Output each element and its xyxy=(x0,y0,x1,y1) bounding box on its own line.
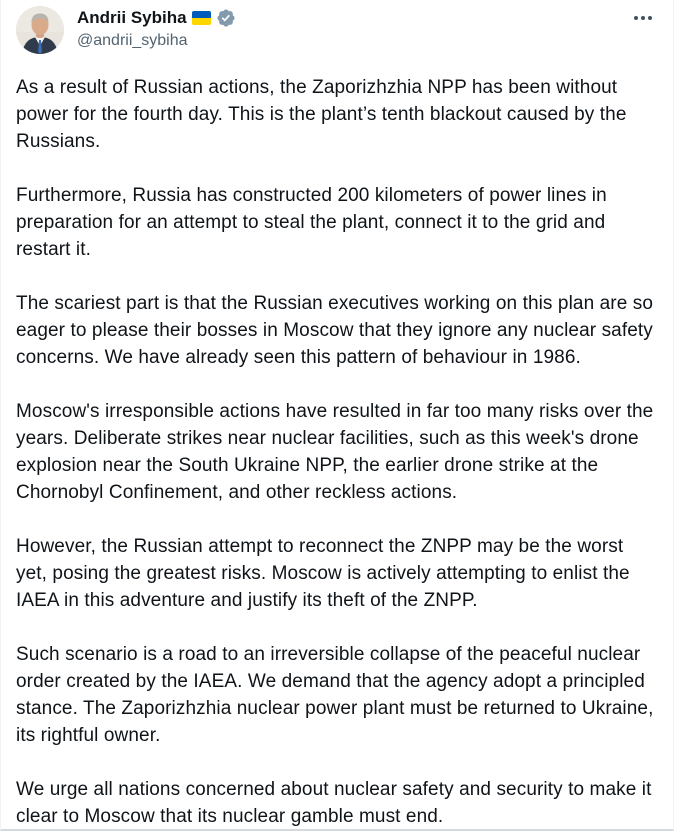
tweet-paragraph: Furthermore, Russia has constructed 200 kilometers of power lines in preparation for an attempt to steal the plant, connect it to the grid and restart it. xyxy=(16,185,607,260)
tweet-paragraph: However, the Russian attempt to reconnect the ZNPP may be the worst yet, posing the greatest risks. Moscow is actively attempting to enlist the IAEA in this adventure and justify its theft of the ZNPP. xyxy=(16,536,630,611)
more-dots-icon xyxy=(648,16,652,20)
avatar[interactable] xyxy=(16,6,64,54)
author-handle[interactable]: @andrii_sybiha xyxy=(77,32,188,49)
tweet-header xyxy=(1,0,673,54)
tweet-paragraph: As a result of Russian actions, the Zaporizhzhia NPP has been without power for the fourth day. This is the plant’s tenth blackout caused by the Russians. xyxy=(16,77,627,152)
tweet-text xyxy=(1,74,673,830)
author-identity xyxy=(77,6,236,51)
author-name[interactable]: Andrii Sybiha xyxy=(77,8,187,27)
verified-badge-icon[interactable] xyxy=(216,8,236,28)
tweet-paragraph: We urge all nations concerned about nuclear safety and security to make it clear to Moscow that its nuclear gamble must end. xyxy=(16,779,652,827)
tweet-paragraph: The scariest part is that the Russian executives working on this plan are so eager to please their bosses in Moscow that they ignore any nuclear safety concerns. We have already seen this pattern of behaviour in 1986. xyxy=(16,293,654,368)
tweet-paragraph: Such scenario is a road to an irreversible collapse of the peaceful nuclear order created by the IAEA. We demand that the agency adopt a principled stance. The Zaporizhzhia nuclear power plant must be returned to Ukraine, its rightful owner. xyxy=(16,644,654,746)
ukraine-flag-icon xyxy=(192,11,211,25)
tweet-paragraph: Moscow's irresponsible actions have resulted in far too many risks over the years. Deliberate strikes near nuclear facilities, such as this week's drone explosion near the South Ukraine NPP, the earlier drone strike at the Chornobyl Confinement, and other reckless actions. xyxy=(16,401,654,503)
more-menu-button[interactable] xyxy=(630,9,656,27)
avatar-portrait xyxy=(16,6,64,54)
author-name-row xyxy=(77,7,236,29)
more-dots-icon xyxy=(641,16,645,20)
more-dots-icon xyxy=(634,16,638,20)
